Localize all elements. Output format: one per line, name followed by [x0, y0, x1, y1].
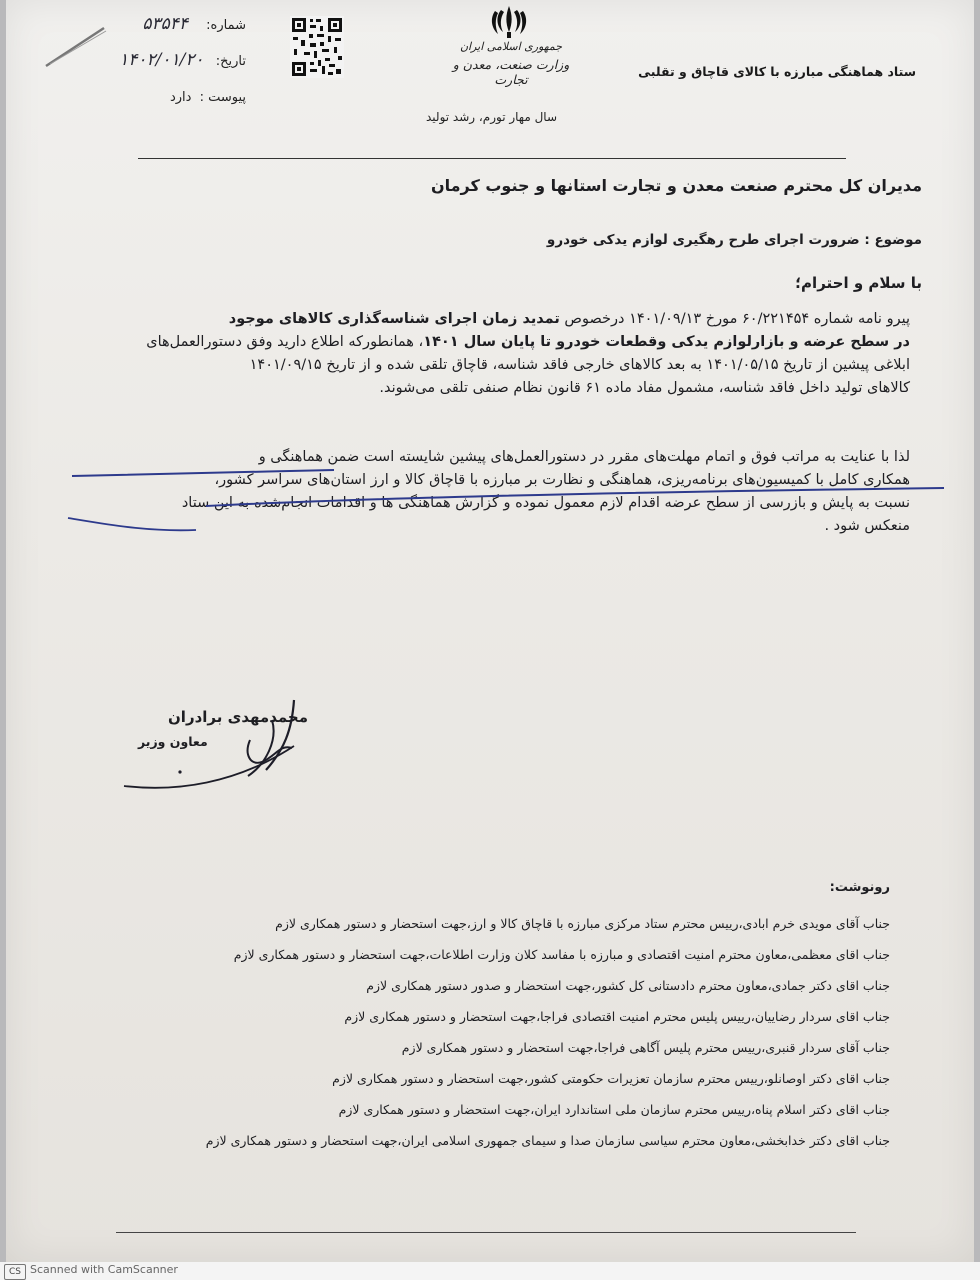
number-label: شماره: — [206, 18, 246, 33]
paragraph-1 — [72, 308, 910, 400]
paragraph-1-line-3: ابلاغی پیشین از تاریخ ۱۴۰۱/۰۵/۱۵ به بعد کالاهای خارجی فاقد شناسه، قاچاق تلقی شده و از تاریخ ۱۴۰۱/۰۹/۱۵ — [249, 357, 910, 373]
year-slogan: سال مهار تورم، رشد تولید — [426, 110, 557, 124]
camscanner-logo-icon: CS — [4, 1264, 26, 1280]
cc-item: جناب اقای دکتر اوصانلو،رییس محترم سازمان تعزیرات حکومتی کشور،جهت استحضار و دستور همکاری لازم — [332, 1071, 890, 1086]
paragraph-1-line-2-text: ، همانطورکه اطلاع دارید وفق دستورالعمل‌های — [146, 334, 424, 350]
paragraph-2-line-2: همکاری کامل با کمیسیون‌های برنامه‌ریزی، هماهنگی و نظارت بر مبارزه با قاچاق کالا و ارز استان‌های سراسر کشور، — [214, 472, 910, 488]
handwritten-signature — [116, 690, 316, 800]
cc-item: جناب اقای معظمی،معاون محترم امنیت اقتصادی و مبارزه با مفاسد کلان وزارت اطلاعات،جهت استحضار و دستور همکاری لازم — [233, 947, 890, 962]
signatory-title: معاون وزیر — [138, 734, 208, 749]
ministry-logo-text — [436, 40, 586, 87]
cc-item: جناب اقای دکتر جمادی،معاون محترم دادستانی کل کشور،جهت استحضار و صدور دستور همکاری لازم — [366, 978, 890, 993]
letter-page — [6, 0, 974, 1262]
paragraph-2-line-4: منعکس شود . — [824, 518, 910, 534]
paragraph-2-line-3: نسبت به پایش و بازرسی از سطح عرضه اقدام لازم معمول نموده و گزارش هماهنگی ها و اقدامات انجام‌شده به این ستاد — [181, 495, 910, 511]
paragraph-1-line-1-text: پیرو نامه شماره ۶۰/۲۲۱۴۵۴ مورخ ۱۴۰۱/۰۹/۱۳ درخصوص — [559, 311, 910, 327]
paragraph-1-line-2-bold: در سطح عرضه و بازارلوازم یدکی وقطعات خودرو تا پایان سال ۱۴۰۱ — [423, 334, 910, 350]
cc-item: جناب اقای دکتر اسلام پناه،رییس محترم سازمان ملی استاندارد ایران،جهت استحضار و دستور همکاری لازم — [338, 1102, 890, 1117]
greeting: با سلام و احترام؛ — [795, 274, 922, 292]
cc-item: جناب اقای سردار رضاییان،رییس پلیس محترم امنیت اقتصادی فراجا،جهت استحضار و دستور همکاری لازم — [344, 1009, 890, 1024]
iran-emblem-icon — [488, 2, 530, 40]
paragraph-1-line-1 — [72, 308, 910, 331]
addressee: مدیران کل محترم صنعت معدن و تجارت استانها و جنوب کرمان — [430, 176, 922, 195]
cc-list — [60, 908, 890, 1156]
paragraph-2-line-1: لذا با عنایت به مراتب فوق و اتمام مهلت‌های مقرر در دستورالعمل‌های پیشین شایسته است ضمن هماهنگی و — [258, 449, 910, 465]
organization-name: ستاد هماهنگی مبارزه با کالای قاچاق و تقلبی — [638, 64, 916, 79]
letter-date-row — [106, 50, 246, 70]
cc-title: رونوشت: — [829, 880, 890, 895]
number-value: ۵۳۵۴۴ — [142, 14, 189, 34]
ministry-line-2: وزارت صنعت، معدن و تجارت — [452, 57, 570, 87]
qr-code-icon — [290, 16, 344, 78]
attachment-value: دارد — [169, 90, 192, 105]
camscanner-text: Scanned with CamScanner — [30, 1263, 178, 1276]
pen-stroke-mark — [42, 22, 112, 70]
attachment-label: پیوست : — [199, 90, 246, 105]
signatory-name: محمدمهدی برادران — [168, 708, 309, 726]
footer-divider — [116, 1232, 856, 1233]
paragraph-1-line-2 — [72, 331, 910, 354]
ministry-line-1: جمهوری اسلامی ایران — [459, 40, 563, 53]
paragraph-1-line-4: کالاهای تولید داخل فاقد شناسه، مشمول مفاد ماده ۶۱ قانون نظام صنفی تلقی می‌شوند. — [379, 380, 910, 396]
paragraph-1-line-1-bold: تمدید زمان اجرای شناسه‌گذاری کالاهای موجود — [228, 311, 560, 327]
cc-item: جناب اقای دکتر خدابخشی،معاون محترم سیاسی سازمان صدا و سیمای جمهوری اسلامی ایران،جهت استحضار و دستور همکاری لازم — [205, 1133, 890, 1148]
letter-attachment-row — [116, 90, 246, 105]
letter-number-row — [126, 14, 246, 34]
date-value: ۱۴۰۲/۰۱/۲۰ — [119, 50, 204, 70]
cc-item: جناب آقای سردار قنبری،رییس محترم پلیس آگاهی فراجا،جهت استحضار و دستور همکاری لازم — [401, 1040, 890, 1055]
date-label: تاریخ: — [215, 54, 246, 69]
subject-line: موضوع : ضرورت اجرای طرح رهگیری لوازم یدکی خودرو — [546, 232, 922, 248]
cc-item: جناب آقای مویدی خرم ابادی،رییس محترم ستاد مرکزی مبارزه با قاچاق کالا و ارز،جهت استحضار و دستور همکاری لازم — [275, 916, 890, 931]
header-divider — [138, 158, 846, 159]
blue-underline-marks — [66, 462, 946, 552]
